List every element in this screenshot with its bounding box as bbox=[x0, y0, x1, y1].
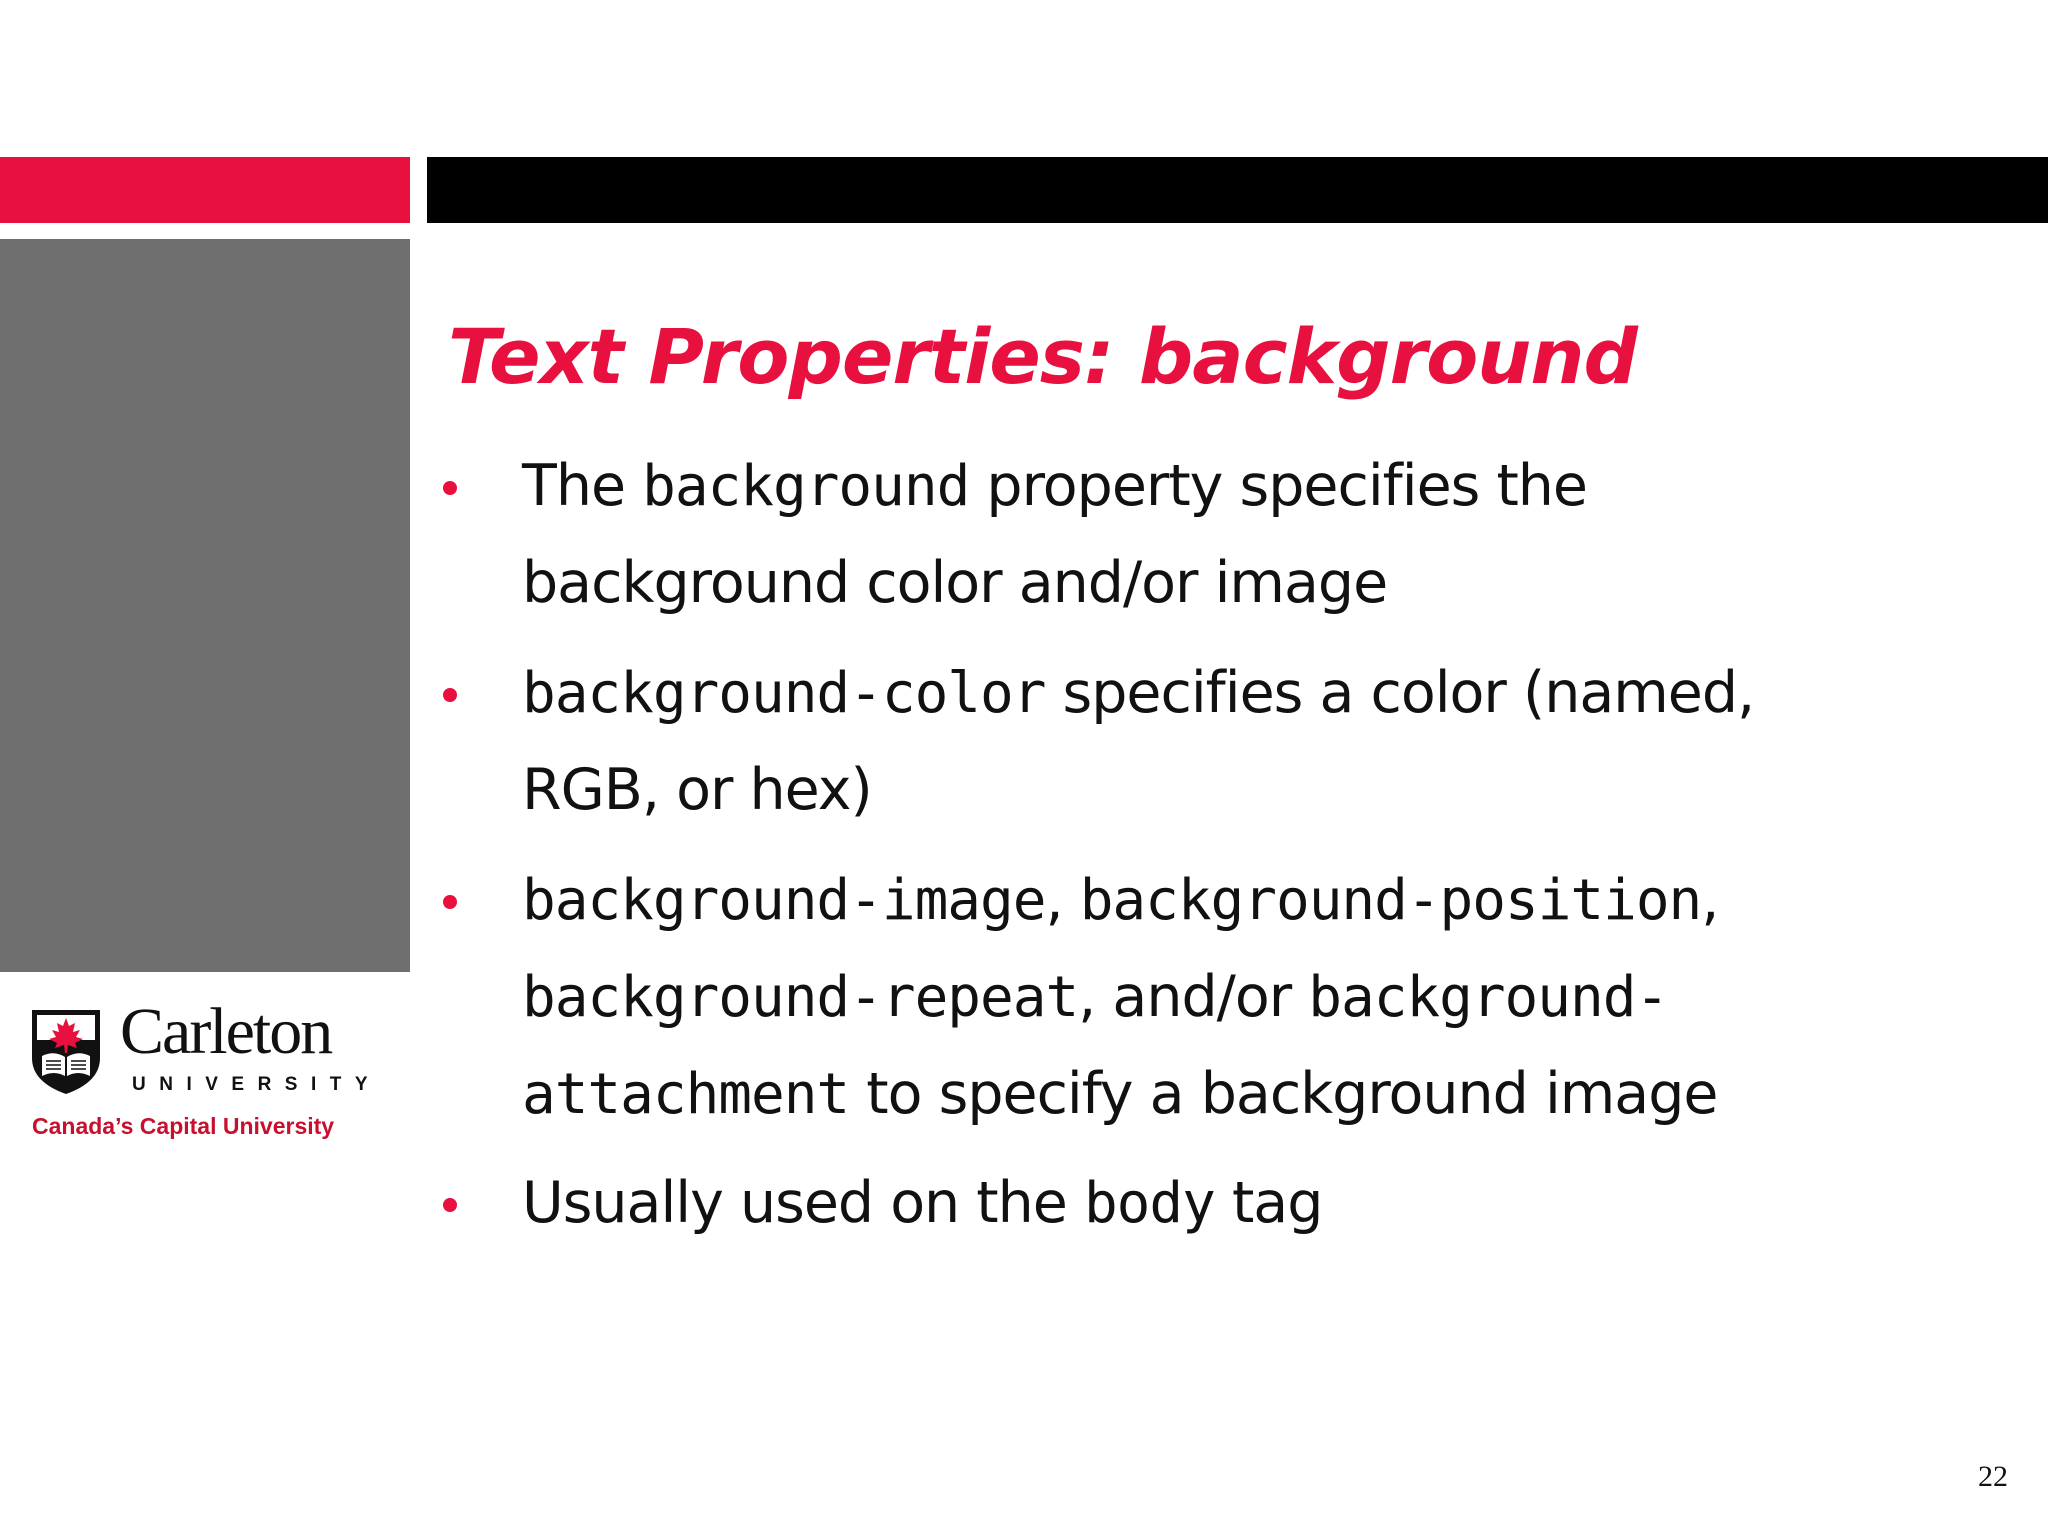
bullet-line: RGB, or hex) bbox=[522, 757, 872, 823]
shield-maple-leaf-book-icon bbox=[30, 1006, 102, 1096]
logo-wordmark: Carleton bbox=[120, 995, 332, 1068]
bullet-dot bbox=[443, 688, 457, 702]
bullet-line: The background property specifies the bbox=[522, 453, 1587, 519]
side-panel bbox=[0, 239, 410, 972]
bullet-line: background-color specifies a color (named, bbox=[522, 660, 1755, 726]
bullet-text bbox=[522, 645, 2022, 838]
bullet-dot bbox=[443, 481, 457, 495]
bullet-line: attachment to specify a background image bbox=[522, 1061, 1718, 1127]
logo-tagline: Canada’s Capital University bbox=[32, 1113, 335, 1139]
slide-title: Text Properties: background bbox=[448, 312, 1637, 401]
bullet-text bbox=[522, 1155, 2022, 1252]
bullet-text bbox=[522, 438, 2022, 631]
bullet-line: background-repeat, and/or background- bbox=[522, 964, 1669, 1030]
bullet-dot bbox=[443, 895, 457, 909]
bullet-text bbox=[522, 852, 2022, 1143]
bullet-line: background-image, background-position, bbox=[522, 867, 1719, 933]
bullet-dot bbox=[443, 1198, 457, 1212]
bullet-line: background color and/or image bbox=[522, 550, 1388, 616]
page-number: 22 bbox=[1978, 1460, 2008, 1493]
header-bar bbox=[427, 157, 2048, 223]
carleton-logo bbox=[30, 995, 390, 1145]
bullet-line: Usually used on the body tag bbox=[522, 1170, 1323, 1236]
logo-university-label: UNIVERSITY bbox=[132, 1074, 382, 1095]
header-accent-bar bbox=[0, 157, 410, 223]
